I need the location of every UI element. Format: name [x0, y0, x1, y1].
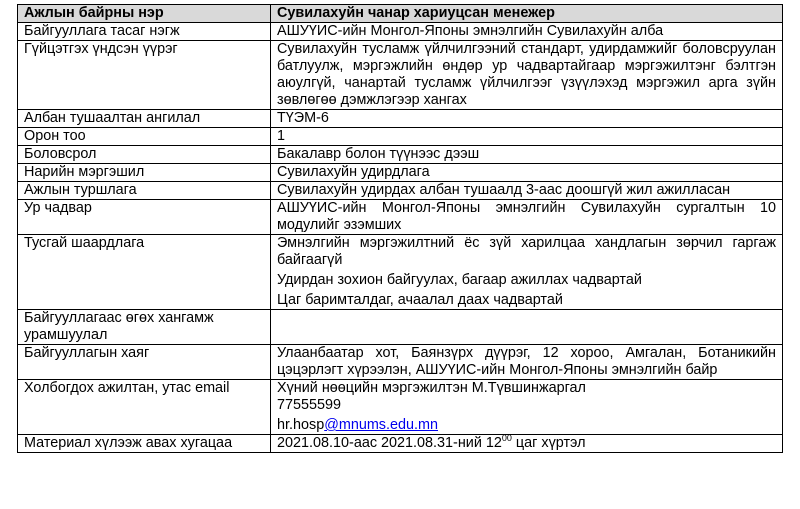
row-value: Сувилахуйн удирдлага [271, 164, 783, 182]
table-row [18, 345, 783, 380]
deadline-text: 2021.08.10-аас 2021.08.31-ний 12 [277, 435, 502, 451]
deadline-minutes: 00 [501, 433, 512, 444]
requirement-line: Цаг баримталдаг, ачаалал даах чадвартай [277, 292, 563, 308]
row-value: Сувилахуйн тусламж үйлчилгээний стандарт, удирдамжийг боловсруулан батлуулж, мэргэжлийн өндөр ур чадвартайгаар мэргэжилтэнг бэлтгэн аюулгүй, чанартай тусламж үйлчилгээг үзүүлэхэд мэргэжил арга зүйн зөвлөгөө дэмжлэгээр хангах [271, 41, 783, 110]
row-value-empty [271, 310, 783, 345]
row-value: 1 [271, 128, 783, 146]
email-link[interactable]: @mnums.edu.mn [324, 417, 439, 433]
table-row [18, 182, 783, 200]
job-posting-table-wrapper [17, 4, 783, 453]
deadline-tail: цаг хүртэл [511, 435, 586, 451]
table-row [18, 41, 783, 110]
table-row [18, 110, 783, 128]
header-position-title: Сувилахуйн чанар хариуцсан менежер [271, 5, 783, 23]
contact-cell [271, 380, 783, 435]
table-row [18, 23, 783, 41]
row-label: Байгууллага тасаг нэгж [18, 23, 271, 41]
table-row [18, 380, 783, 435]
email-prefix: hr.hosp [277, 417, 325, 433]
row-label: Гүйцэтгэх үндсэн үүрэг [18, 41, 271, 110]
row-value: Улаанбаатар хот, Баянзүрх дүүрэг, 12 хороо, Амгалан, Ботаникийн цэцэрлэгт хүрээлэн, АШУҮИС-ийн Монгол-Японы эмнэлгийн байр [271, 345, 783, 380]
row-value: АШУҮИС-ийн Монгол-Японы эмнэлгийн Сувилахуйн алба [271, 23, 783, 41]
requirement-line: Удирдан зохион байгуулах, багаар ажиллах чадвартай [277, 272, 642, 288]
table-row [18, 435, 783, 453]
table-row [18, 128, 783, 146]
job-posting-table [17, 4, 783, 453]
header-label-cell: Ажлын байрны нэр [18, 5, 271, 23]
row-label: Холбогдох ажилтан, утас email [18, 380, 271, 435]
row-label: Албан тушаалтан ангилал [18, 110, 271, 128]
row-label: Орон тоо [18, 128, 271, 146]
row-value: АШУҮИС-ийн Монгол-Японы эмнэлгийн Сувилахуйн сургалтын 10 модулийг эзэмших [271, 200, 783, 235]
table-row [18, 200, 783, 235]
table-row [18, 164, 783, 182]
table-row [18, 235, 783, 310]
contact-person: Хүний нөөцийн мэргэжилтэн М.Түвшинжаргал [277, 380, 586, 396]
requirement-line: Эмнэлгийн мэргэжилтний ёс зүй харилцаа хандлагын зөрчил гаргаж байгаагүй [277, 235, 776, 268]
row-label: Ажлын туршлага [18, 182, 271, 200]
row-value-list [271, 235, 783, 310]
contact-phone: 77555599 [277, 397, 342, 413]
table-header-row [18, 5, 783, 23]
deadline-cell [271, 435, 783, 453]
row-label: Байгууллагын хаяг [18, 345, 271, 380]
row-value: ТҮЭМ-6 [271, 110, 783, 128]
row-label: Нарийн мэргэшил [18, 164, 271, 182]
contact-email [277, 417, 776, 434]
row-value: Сувилахуйн удирдах албан тушаалд 3-аас доошгүй жил ажилласан [271, 182, 783, 200]
row-label: Ур чадвар [18, 200, 271, 235]
row-label: Байгууллагаас өгөх хангамж урамшуулал [18, 310, 271, 345]
row-value: Бакалавр болон түүнээс дээш [271, 146, 783, 164]
table-row [18, 310, 783, 345]
row-label: Материал хүлээж авах хугацаа [18, 435, 271, 453]
table-row [18, 146, 783, 164]
row-label: Тусгай шаардлага [18, 235, 271, 310]
row-label: Боловсрол [18, 146, 271, 164]
